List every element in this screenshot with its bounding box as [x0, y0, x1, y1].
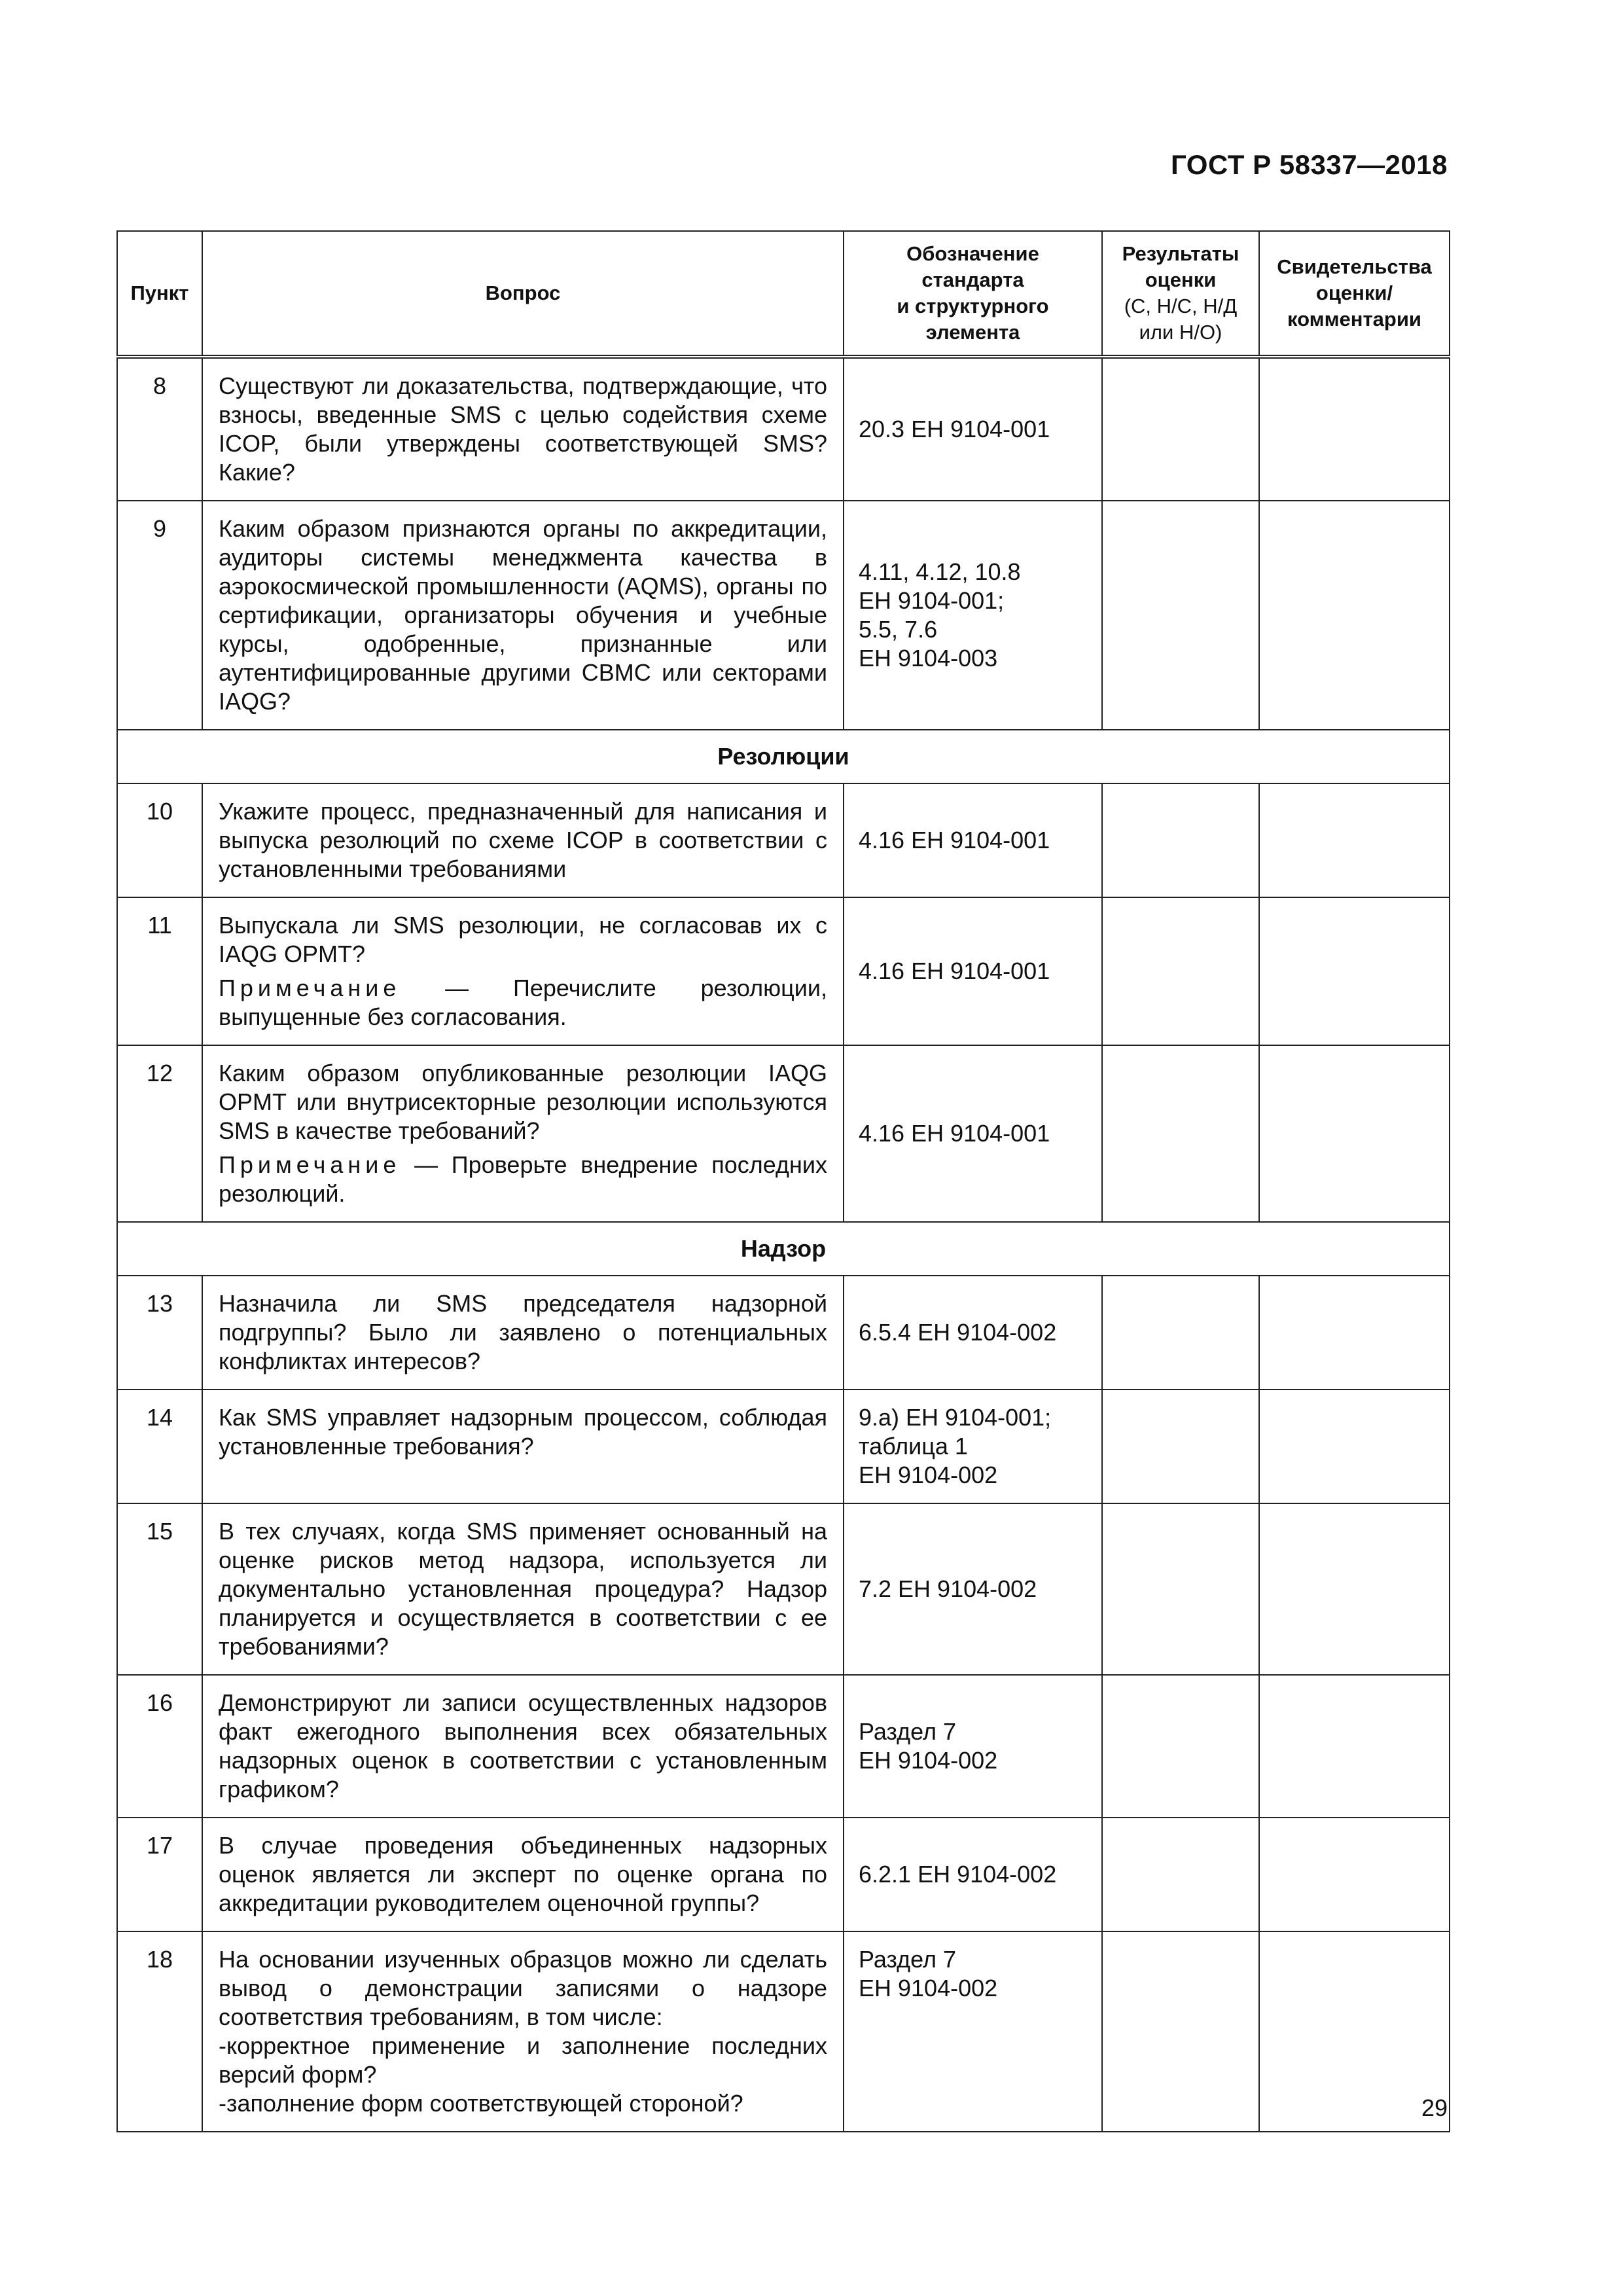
- result-cell: [1102, 1503, 1259, 1675]
- evidence-cell: [1259, 357, 1450, 501]
- evidence-cell: [1259, 783, 1450, 897]
- row-number: 17: [117, 1818, 202, 1931]
- question-text: В тех случаях, когда SMS применяет основанный на оценке рисков метод надзора, используется ли документально установленная процедура? Надзор планируется и осуществляется в соответствии с ее требованиями?: [219, 1518, 827, 1660]
- section-row: [117, 1222, 1450, 1276]
- note-text: — Перечислите резолюции, выпущенные без согласования.: [219, 975, 827, 1030]
- table-row: [117, 1931, 1450, 2132]
- table-row: [117, 1675, 1450, 1818]
- standard-ref-cell: 9.а) ЕН 9104-001; таблица 1 ЕН 9104-002: [844, 1390, 1102, 1503]
- result-cell: [1102, 1675, 1259, 1818]
- question-text: Демонстрируют ли записи осуществленных надзоров факт ежегодного выполнения всех обязательных надзорных оценок в соответствии с установленным графиком?: [219, 1689, 827, 1803]
- question-text: Назначила ли SMS председателя надзорной подгруппы? Было ли заявлено о потенциальных конфликтах интересов?: [219, 1290, 827, 1374]
- standard-ref-cell: 4.16 ЕН 9104-001: [844, 1045, 1102, 1222]
- note-text: — Проверьте внедрение последних резолюций.: [219, 1151, 827, 1207]
- question-text: Существуют ли доказательства, подтверждающие, что взносы, введенные SMS с целью содействия схеме ICOP, были утверждены соответствующей SMS? Какие?: [219, 372, 827, 486]
- standard-ref-cell: 6.2.1 ЕН 9104-002: [844, 1818, 1102, 1931]
- result-cell: [1102, 783, 1259, 897]
- question-subitem: -корректное применение и заполнение последних версий форм?: [219, 2032, 827, 2088]
- table-row: [117, 357, 1450, 501]
- column-header-standard-ref: Обозначение стандарта и структурного элемента: [844, 231, 1102, 357]
- question-cell: [202, 501, 844, 730]
- question-subitem: -заполнение форм соответствующей стороной?: [219, 2090, 743, 2117]
- column-header-evidence: Свидетельства оценки/ комментарии: [1259, 231, 1450, 357]
- evidence-cell: [1259, 1390, 1450, 1503]
- question-text: Каким образом опубликованные резолюции IAQG OPMT или внутрисекторные резолюции используются SMS в качестве требований?: [219, 1060, 827, 1144]
- table-row: [117, 501, 1450, 730]
- question-text: Как SMS управляет надзорным процессом, соблюдая установленные требования?: [219, 1404, 827, 1460]
- result-cell: [1102, 1276, 1259, 1390]
- evidence-cell: [1259, 1675, 1450, 1818]
- question-note: [219, 974, 827, 1031]
- section-heading: Надзор: [117, 1222, 1450, 1276]
- standard-ref-cell: Раздел 7 ЕН 9104-002: [844, 1931, 1102, 2132]
- evidence-cell: [1259, 501, 1450, 730]
- row-number: 16: [117, 1675, 202, 1818]
- standard-ref-cell: 6.5.4 ЕН 9104-002: [844, 1276, 1102, 1390]
- document-code: ГОСТ Р 58337—2018: [1171, 149, 1448, 180]
- table-row: [117, 1045, 1450, 1222]
- standard-ref-cell: 7.2 ЕН 9104-002: [844, 1503, 1102, 1675]
- page-number: 29: [1421, 2094, 1448, 2121]
- result-cell: [1102, 501, 1259, 730]
- result-cell: [1102, 1818, 1259, 1931]
- standard-ref-cell: 20.3 ЕН 9104-001: [844, 357, 1102, 501]
- question-note: [219, 1151, 827, 1208]
- question-cell: [202, 1276, 844, 1390]
- evidence-cell: [1259, 1045, 1450, 1222]
- question-cell: [202, 1818, 844, 1931]
- table-row: [117, 783, 1450, 897]
- note-label: Примечание: [219, 975, 401, 1001]
- row-number: 8: [117, 357, 202, 501]
- column-header-question: Вопрос: [202, 231, 844, 357]
- table-row: [117, 897, 1450, 1045]
- standard-ref-cell: 4.16 ЕН 9104-001: [844, 783, 1102, 897]
- standard-ref-cell: Раздел 7 ЕН 9104-002: [844, 1675, 1102, 1818]
- evidence-cell: [1259, 897, 1450, 1045]
- question-cell: [202, 1931, 844, 2132]
- evidence-cell: [1259, 1503, 1450, 1675]
- row-number: 12: [117, 1045, 202, 1222]
- row-number: 9: [117, 501, 202, 730]
- evidence-cell: [1259, 1818, 1450, 1931]
- column-header-num: Пункт: [117, 231, 202, 357]
- assessment-checklist-table: [116, 230, 1450, 2132]
- question-cell: [202, 1675, 844, 1818]
- table-header-row: [117, 231, 1450, 357]
- question-text: Каким образом признаются органы по аккредитации, аудиторы системы менеджмента качества в аэрокосмической промышленности (AQMS), органы по сертификации, организаторы обучения и учебные курсы, одобренные, признанные или аутентифицированные другими СВМС или секторами IAQG?: [219, 515, 827, 715]
- question-cell: [202, 783, 844, 897]
- row-number: 11: [117, 897, 202, 1045]
- result-cell: [1102, 1045, 1259, 1222]
- column-header-results: [1102, 231, 1259, 357]
- question-text: На основании изученных образцов можно ли сделать вывод о демонстрации записями о надзоре соответствия требованиям, в том числе:: [219, 1946, 827, 2030]
- question-cell: [202, 1503, 844, 1675]
- table-row: [117, 1503, 1450, 1675]
- row-number: 15: [117, 1503, 202, 1675]
- results-title: Результаты оценки: [1122, 242, 1240, 291]
- standard-ref-cell: 4.16 ЕН 9104-001: [844, 897, 1102, 1045]
- result-cell: [1102, 897, 1259, 1045]
- result-cell: [1102, 1931, 1259, 2132]
- question-text: Укажите процесс, предназначенный для написания и выпуска резолюций по схеме ICOP в соответствии с установленными требованиями: [219, 798, 827, 882]
- result-cell: [1102, 1390, 1259, 1503]
- section-heading: Резолюции: [117, 730, 1450, 783]
- section-row: [117, 730, 1450, 783]
- table-row: [117, 1390, 1450, 1503]
- note-label: Примечание: [219, 1151, 401, 1178]
- standard-ref-cell: 4.11, 4.12, 10.8 ЕН 9104-001; 5.5, 7.6 ЕН 9104-003: [844, 501, 1102, 730]
- table-row: [117, 1818, 1450, 1931]
- row-number: 18: [117, 1931, 202, 2132]
- question-cell: [202, 357, 844, 501]
- question-cell: [202, 897, 844, 1045]
- table-row: [117, 1276, 1450, 1390]
- question-text: В случае проведения объединенных надзорных оценок является ли эксперт по оценке органа по аккредитации руководителем оценочной группы?: [219, 1832, 827, 1916]
- question-cell: [202, 1390, 844, 1503]
- evidence-cell: [1259, 1276, 1450, 1390]
- row-number: 13: [117, 1276, 202, 1390]
- row-number: 14: [117, 1390, 202, 1503]
- result-cell: [1102, 357, 1259, 501]
- question-text: Выпускала ли SMS резолюции, не согласовав их с IAQG OPMT?: [219, 912, 827, 967]
- question-cell: [202, 1045, 844, 1222]
- row-number: 10: [117, 783, 202, 897]
- results-legend: (С, Н/С, Н/Д или Н/О): [1124, 295, 1238, 344]
